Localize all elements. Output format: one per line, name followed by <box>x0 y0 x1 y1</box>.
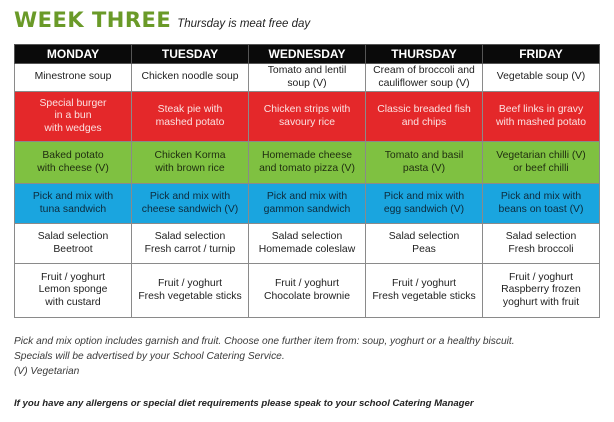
menu-cell-monday <box>15 264 132 318</box>
menu-item-text: Pick and mix with tuna sandwich <box>32 191 114 215</box>
day-header-tuesday: TUESDAY <box>132 45 249 64</box>
menu-cell-friday <box>483 184 600 224</box>
day-header-wednesday: WEDNESDAY <box>249 45 366 64</box>
soup-row <box>15 64 600 92</box>
menu-cell-wednesday <box>249 184 366 224</box>
menu-table <box>14 44 600 318</box>
week-subtitle: Thursday is meat free day <box>177 18 311 30</box>
menu-cell-friday <box>483 92 600 142</box>
menu-cell-monday <box>15 64 132 92</box>
menu-cell-thursday <box>366 224 483 264</box>
menu-item-text: Cream of broccoli and cauliflower soup (V) <box>373 65 475 89</box>
menu-cell-friday <box>483 264 600 318</box>
menu-cell-wednesday <box>249 142 366 184</box>
menu-item-text: Salad selection Beetroot <box>37 231 109 255</box>
day-header-monday: MONDAY <box>15 45 132 64</box>
menu-item-text: Chicken noodle soup <box>141 71 239 83</box>
menu-cell-wednesday <box>249 224 366 264</box>
menu-item-text: Baked potato with cheese (V) <box>37 150 109 174</box>
menu-cell-tuesday <box>132 224 249 264</box>
menu-cell-monday <box>15 224 132 264</box>
menu-cell-monday <box>15 92 132 142</box>
menu-item-text: Pick and mix with gammon sandwich <box>263 191 351 215</box>
day-header-thursday: THURSDAY <box>366 45 483 64</box>
menu-notes <box>14 334 604 379</box>
menu-cell-monday <box>15 184 132 224</box>
vegetarian-key: (V) Vegetarian <box>14 366 80 377</box>
menu-cell-tuesday <box>132 184 249 224</box>
menu-cell-tuesday <box>132 142 249 184</box>
menu-item-text: Fruit / yoghurt Fresh vegetable sticks <box>372 278 476 302</box>
pick-and-mix-note: Pick and mix option includes garnish and fruit. Choose one further item from: soup, yoghurt or a healthy biscuit. <box>14 336 515 347</box>
menu-item-text: Beef links in gravy with mashed potato <box>495 104 587 128</box>
menu-cell-wednesday <box>249 264 366 318</box>
allergen-note: If you have any allergens or special diet requirements please speak to your school Catering Manager <box>14 398 474 409</box>
specials-note: Specials will be advertised by your School Catering Service. <box>14 351 285 362</box>
menu-item-text: Fruit / yoghurt Lemon sponge with custard <box>38 272 108 308</box>
menu-header <box>14 8 310 36</box>
menu-item-text: Special burger in a bun with wedges <box>39 98 107 134</box>
menu-cell-wednesday <box>249 64 366 92</box>
menu-item-text: Tomato and basil pasta (V) <box>384 150 464 174</box>
menu-item-text: Vegetarian chilli (V) or beef chilli <box>496 150 586 174</box>
menu-item-text: Pick and mix with egg sandwich (V) <box>383 191 465 215</box>
menu-item-text: Fruit / yoghurt Fresh vegetable sticks <box>138 278 242 302</box>
menu-cell-thursday <box>366 92 483 142</box>
menu-item-text: Salad selection Fresh broccoli <box>505 231 577 255</box>
menu-item-text: Minestrone soup <box>34 71 112 83</box>
menu-cell-thursday <box>366 264 483 318</box>
menu-item-text: Fruit / yoghurt Raspberry frozen yoghurt with fruit <box>501 272 581 308</box>
menu-item-text: Homemade cheese and tomato pizza (V) <box>259 150 355 174</box>
menu-item-text: Salad selection Peas <box>388 231 460 255</box>
menu-item-text: Chicken Korma with brown rice <box>154 150 226 174</box>
main-special-row <box>15 92 600 142</box>
menu-cell-tuesday <box>132 264 249 318</box>
menu-item-text: Tomato and lentil soup (V) <box>267 65 347 89</box>
menu-cell-thursday <box>366 64 483 92</box>
menu-cell-thursday <box>366 142 483 184</box>
menu-item-text: Steak pie with mashed potato <box>155 104 225 128</box>
menu-cell-thursday <box>366 184 483 224</box>
salad-row <box>15 224 600 264</box>
menu-cell-monday <box>15 142 132 184</box>
menu-item-text: Fruit / yoghurt Chocolate brownie <box>263 278 351 302</box>
day-header-row <box>15 45 600 64</box>
menu-item-text: Vegetable soup (V) <box>496 71 586 83</box>
menu-item-text: Pick and mix with cheese sandwich (V) <box>141 191 239 215</box>
menu-item-text: Salad selection Homemade coleslaw <box>258 231 356 255</box>
menu-item-text: Chicken strips with savoury rice <box>263 104 351 128</box>
menu-cell-tuesday <box>132 92 249 142</box>
menu-cell-wednesday <box>249 92 366 142</box>
menu-item-text: Classic breaded fish and chips <box>377 104 471 128</box>
dessert-row <box>15 264 600 318</box>
menu-item-text: Salad selection Fresh carrot / turnip <box>144 231 236 255</box>
menu-cell-tuesday <box>132 64 249 92</box>
day-header-friday: FRIDAY <box>483 45 600 64</box>
main-alt-row <box>15 142 600 184</box>
menu-cell-friday <box>483 224 600 264</box>
week-title: WEEK THREE <box>14 8 172 32</box>
menu-cell-friday <box>483 142 600 184</box>
pick-and-mix-row <box>15 184 600 224</box>
menu-cell-friday <box>483 64 600 92</box>
menu-item-text: Pick and mix with beans on toast (V) <box>498 191 584 215</box>
